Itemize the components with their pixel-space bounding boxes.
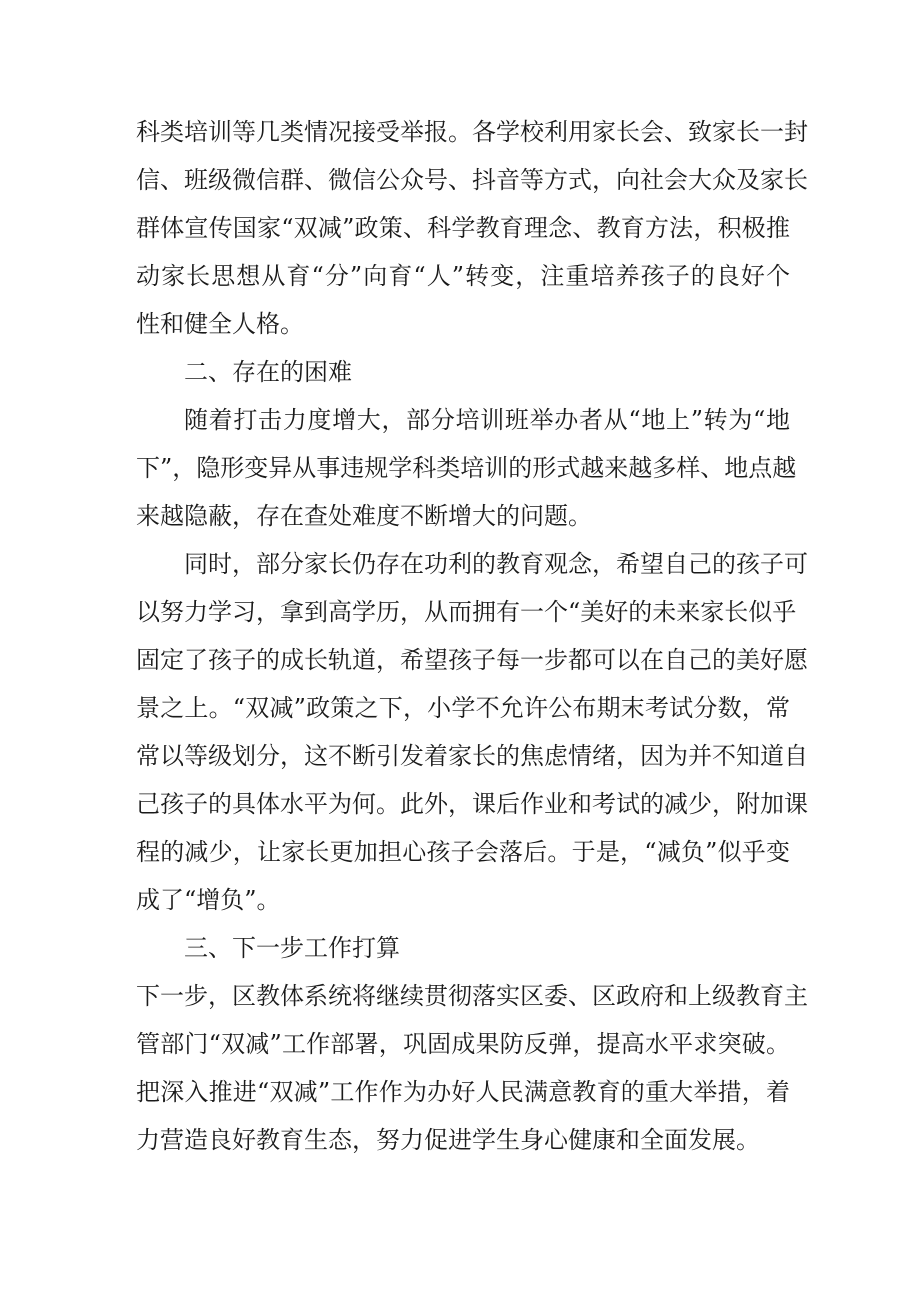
para3-line-2: 以努力学习，拿到高学历，从而拥有一个“美好的未来家长似乎 <box>136 598 797 626</box>
para4-line-2: 管部门“双减”工作部署，巩固成果防反弹，提高水平求突破。 <box>136 1030 790 1058</box>
para3-line-4: 景之上。“双减”政策之下，小学不允许公布期末考试分数，常 <box>136 694 790 722</box>
para4-line-1: 下一步，区教体系统将继续贯彻落实区委、区政府和上级教育主 <box>136 982 808 1010</box>
para1-line-3: 群体宣传国家“双减”政策、科学教育理念、教育方法，积极推 <box>136 214 790 242</box>
para2-line-1: 随着打击力度增大，部分培训班举办者从“地上”转为“地 <box>184 406 790 434</box>
para3-line-8: 成了“增负”。 <box>136 886 281 914</box>
para1-line-1: 科类培训等几类情况接受举报。各学校利用家长会、致家长一封 <box>136 118 808 146</box>
para3-line-7: 程的减少，让家长更加担心孩子会落后。于是，“减负”似乎变 <box>136 838 790 866</box>
para4-line-3: 把深入推进“双减”工作作为办好人民满意教育的重大举措，着 <box>136 1078 790 1106</box>
para3-line-1: 同时，部分家长仍存在功利的教育观念，希望自己的孩子可 <box>184 550 808 578</box>
para2-line-3: 来越隐蔽，存在查处难度不断增大的问题。 <box>136 502 592 530</box>
para1-line-4: 动家长思想从育“分”向育“人”转变，注重培养孩子的良好个 <box>136 262 790 290</box>
para1-line-2: 信、班级微信群、微信公众号、抖音等方式，向社会大众及家长 <box>136 166 808 194</box>
para4-line-4: 力营造良好教育生态，努力促进学生身心健康和全面发展。 <box>136 1126 760 1154</box>
para1-line-5: 性和健全人格。 <box>136 310 304 338</box>
section-heading-difficulties: 二、存在的困难 <box>184 358 352 386</box>
para3-line-3: 固定了孩子的成长轨道，希望孩子每一步都可以在自己的美好愿 <box>136 646 808 674</box>
section-heading-next-steps: 三、下一步工作打算 <box>184 934 400 962</box>
para3-line-6: 己孩子的具体水平为何。此外，课后作业和考试的减少，附加课 <box>136 790 808 818</box>
para2-line-2: 下”，隐形变异从事违规学科类培训的形式越来越多样、地点越 <box>136 454 797 482</box>
para3-line-5: 常以等级划分，这不断引发着家长的焦虑情绪，因为并不知道自 <box>136 742 808 770</box>
